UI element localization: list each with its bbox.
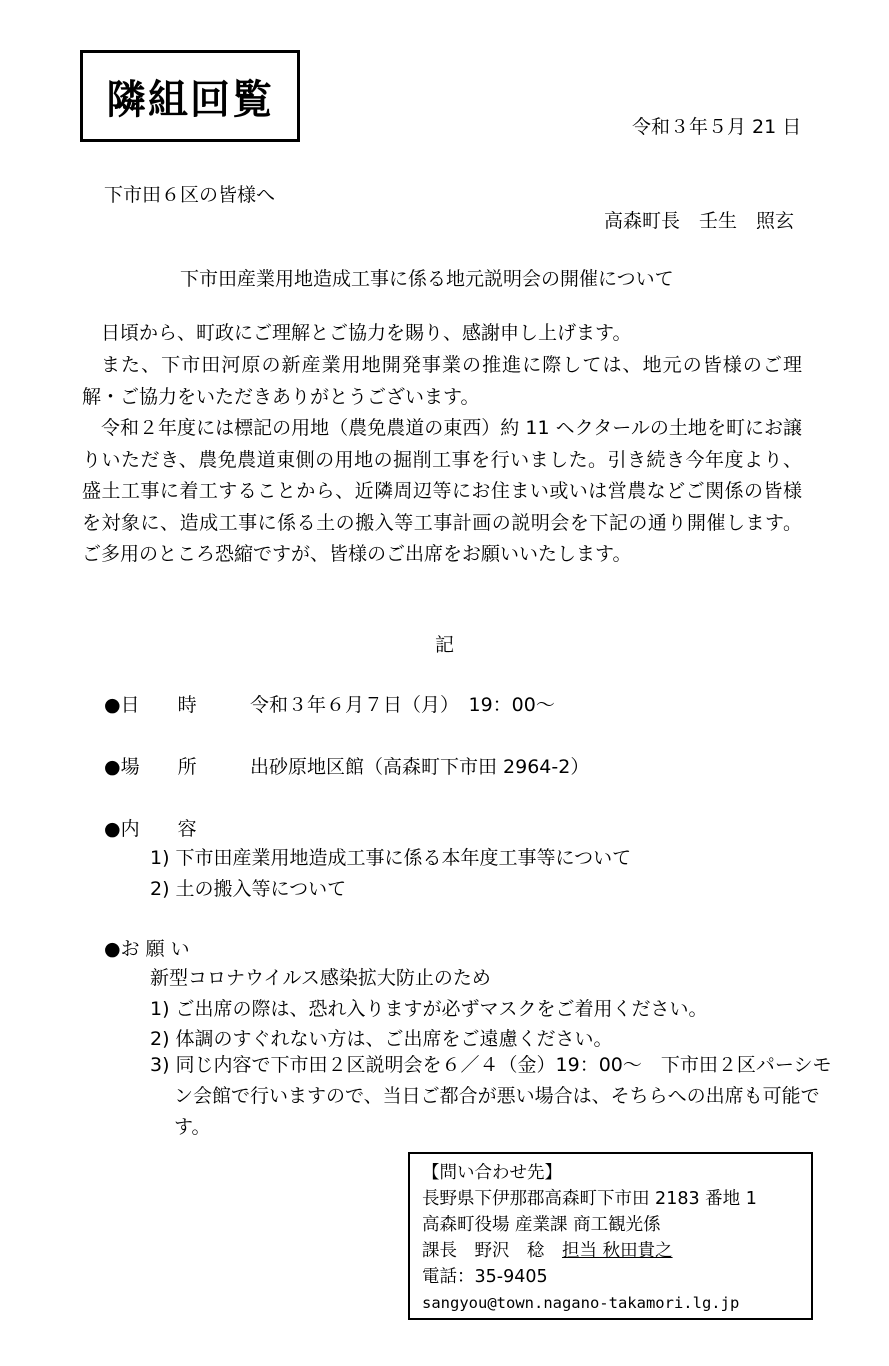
place-label: ●場 所 — [104, 756, 197, 778]
content-item-1: 1) 下市田産業用地造成工事に係る本年度工事等について — [150, 847, 632, 869]
contact-box — [408, 1152, 813, 1320]
contact-address: 長野県下伊那郡高森町下市田 2183 番地 1 — [422, 1189, 757, 1209]
contact-office: 高森町役場 産業課 商工観光係 — [422, 1215, 661, 1235]
contact-chief: 課長 野沢 稔 — [422, 1241, 545, 1261]
request-intro: 新型コロナウイルス感染拡大防止のため — [150, 967, 491, 989]
addressee: 下市田６区の皆様へ — [104, 184, 276, 206]
body-paragraph-2: また、下市田河原の新産業用地開発事業の推進に際しては、地元の皆様のご理解・ご協力をいただきありがとうございます。 — [82, 354, 802, 408]
body-paragraph-3: 令和２年度には標記の用地（農免農道の東西）約 11 ヘクタールの土地を町にお譲りいただき、農免農道東側の用地の掘削工事を行いました。引き続き今年度より、盛土工事に着工することから、近隣周辺等にお住まい或いは営農などご関係の皆様を対象に、造成工事に係る土の搬入等工事計画の説明会を下記の通り開催します。ご多用のところ恐縮ですが、皆様のご出席をお願いいたします。 — [82, 417, 802, 565]
contact-person: 担当 秋田貴之 — [562, 1241, 673, 1261]
contact-email: sangyou@town.nagano-takamori.lg.jp — [422, 1294, 740, 1312]
contact-heading: 【問い合わせ先】 — [422, 1163, 562, 1183]
subject-title: 下市田産業用地造成工事に係る地元説明会の開催について — [180, 268, 674, 290]
contact-staff-line — [422, 1238, 799, 1264]
request-item-1: 1) ご出席の際は、恐れ入りますが必ずマスクをご着用ください。 — [150, 998, 708, 1020]
datetime-value: 令和３年６月７日（月） 19：00～ — [250, 694, 555, 716]
datetime-label: ●日 時 — [104, 694, 197, 716]
circular-stamp — [80, 50, 300, 142]
request-item-3: 3) 同じ内容で下市田２区説明会を６／４（金）19：00～ 下市田２区パーシモン会館で行いますので、当日ご都合が悪い場合は、そちらへの出席も可能です。 — [150, 1054, 832, 1138]
contact-phone: 電話：35-9405 — [422, 1267, 548, 1287]
content-label: ●内 容 — [104, 818, 197, 840]
request-item-2: 2) 体調のすぐれない方は、ご出席をご遠慮ください。 — [150, 1028, 613, 1050]
sender: 高森町長 壬生 照玄 — [604, 210, 795, 232]
place-value: 出砂原地区館（高森町下市田 2964-2） — [250, 756, 590, 778]
request-label: ●お 願 い — [104, 938, 190, 960]
ki-heading: 記 — [435, 634, 455, 656]
issue-date: 令和３年５月 21 日 — [632, 116, 802, 138]
circular-stamp-text: 隣組回覧 — [106, 76, 274, 123]
body-paragraph-1: 日頃から、町政にご理解とご協力を賜り、感謝申し上げます。 — [101, 322, 632, 344]
content-item-2: 2) 土の搬入等について — [150, 878, 347, 900]
